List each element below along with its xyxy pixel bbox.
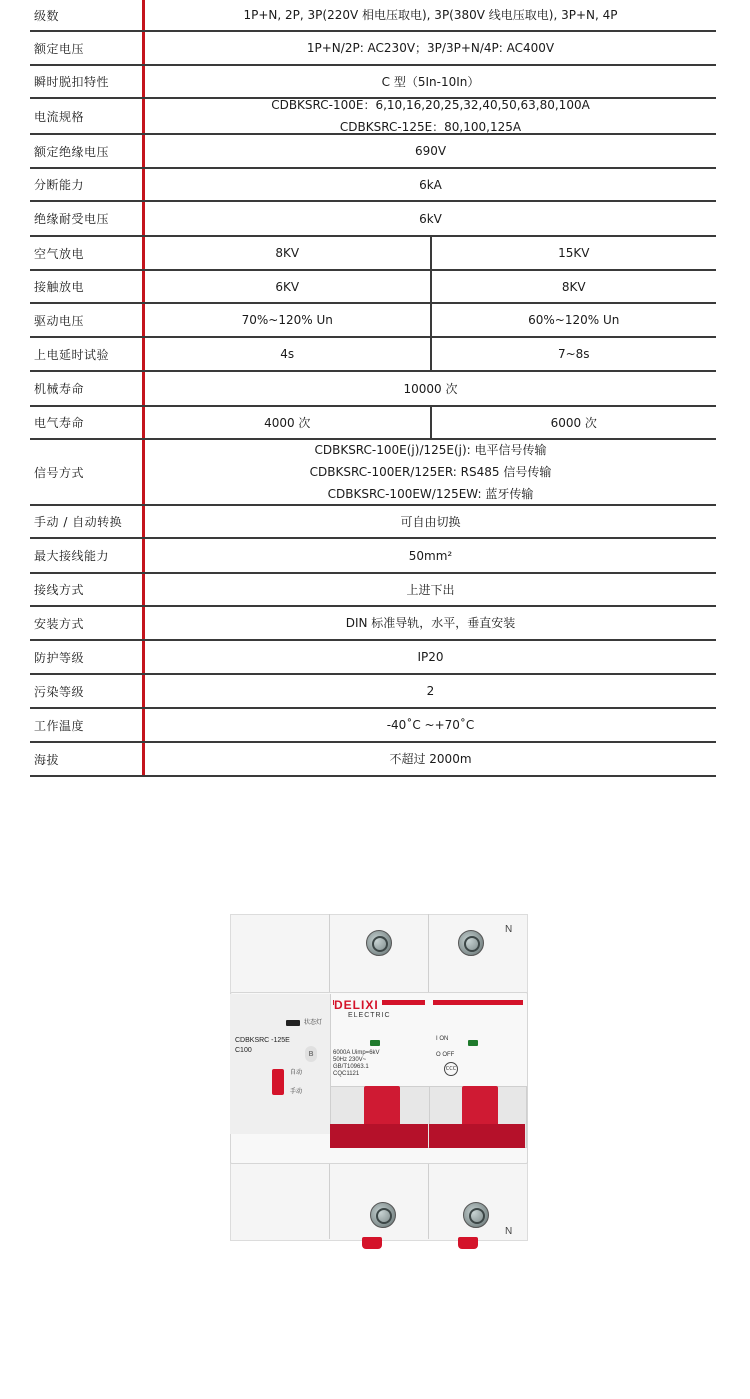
spec-label: 信号方式 (30, 440, 145, 504)
spec-label: 防护等级 (30, 641, 145, 673)
spec-values (145, 271, 716, 302)
spec-value: 8KV (275, 246, 300, 260)
spec-values (145, 0, 716, 30)
spec-values (145, 709, 716, 741)
spec-values (145, 743, 716, 775)
spec-row (30, 539, 716, 574)
spec-label: 驱动电压 (30, 304, 145, 336)
spec-value: IP20 (417, 650, 444, 664)
handle-bar (429, 1124, 525, 1148)
housing-divider (329, 914, 330, 994)
spec-values (145, 135, 716, 167)
product-photo (230, 914, 530, 1254)
spec-value: C 型（5In-10In） (381, 74, 480, 89)
spec-values (145, 99, 716, 133)
spec-value-line: CDBKSRC-100EW/125EW: 蓝牙传输 (327, 487, 534, 501)
spec-value: 6KV (275, 279, 300, 294)
spec-values (145, 32, 716, 64)
auto-manual-switch[interactable] (272, 1069, 284, 1095)
neutral-mark-bottom: N (505, 1226, 513, 1237)
spec-value: 上进下出 (406, 582, 455, 597)
spec-value: 10000 次 (403, 381, 458, 396)
spec-label: 最大接线能力 (30, 539, 145, 572)
neutral-mark-top: N (505, 924, 513, 935)
spec-row (30, 743, 716, 777)
spec-label: 污染等级 (30, 675, 145, 707)
spec-value: DIN 标准导轨，水平，垂直安装 (345, 616, 516, 630)
spec-value (145, 99, 716, 133)
spec-values (145, 372, 716, 405)
spec-row (30, 169, 716, 202)
handle-bar (330, 1124, 428, 1148)
spec-row (30, 304, 716, 338)
spec-row (30, 607, 716, 641)
spec-label: 上电延时试验 (30, 338, 145, 370)
lower-terminal-housing (230, 1159, 528, 1241)
spec-row (30, 440, 716, 506)
spec-value: 4s (280, 347, 295, 361)
brand-stripe (433, 1000, 523, 1005)
spec-label: 接触放电 (30, 271, 145, 302)
rating-line: 6000A Uimp=6kV (333, 1050, 380, 1056)
spec-value: 6kV (419, 211, 442, 226)
spec-row (30, 641, 716, 675)
spec-row (30, 271, 716, 304)
spec-label: 电气寿命 (30, 407, 145, 438)
spec-value: 8KV (430, 271, 717, 302)
spec-value: 7~8s (430, 338, 717, 370)
din-clip (362, 1237, 382, 1249)
auto-label: 自动 (290, 1070, 303, 1076)
spec-table (30, 0, 716, 777)
spec-label: 级数 (30, 0, 145, 30)
spec-row (30, 135, 716, 169)
spec-label: 空气放电 (30, 237, 145, 269)
spec-row (30, 0, 716, 32)
spec-row (30, 372, 716, 407)
spec-value: 1P+N/2P: AC230V；3P/3P+N/4P: AC400V (306, 41, 555, 55)
model-number: CDBKSRC -125E (235, 1037, 290, 1044)
spec-value: 1P+N, 2P, 3P(220V 相电压取电), 3P(380V 线电压取电), 3P+N, 4P (243, 8, 618, 22)
status-led-icon (286, 1020, 300, 1026)
spec-value: 15KV (430, 237, 717, 269)
spec-row (30, 202, 716, 237)
spec-value: 6kA (419, 177, 442, 192)
spec-label: 机械寿命 (30, 372, 145, 405)
spec-label: 接线方式 (30, 574, 145, 605)
spec-label: 工作温度 (30, 709, 145, 741)
brand-logo: DELIXI (334, 998, 382, 1012)
spec-value: 70%~120% Un (241, 313, 333, 327)
spec-row (30, 338, 716, 372)
spec-label: 额定电压 (30, 32, 145, 64)
spec-value-line: CDBKSRC-100E：6,10,16,20,25,32,40,50,63,80,100A (271, 98, 590, 112)
spec-values (145, 641, 716, 673)
spec-value: 60%~120% Un (430, 304, 717, 336)
rating-code: C100 (235, 1047, 252, 1054)
breaker-handle[interactable] (462, 1086, 498, 1128)
housing-divider (428, 1159, 429, 1239)
ccc-cert-icon: CCC (444, 1062, 458, 1076)
terminal-screw-icon (366, 930, 392, 956)
spec-value-line: CDBKSRC-100ER/125ER: RS485 信号传输 (309, 465, 552, 479)
spec-values (145, 338, 716, 370)
spec-value: 不超过 2000m (389, 752, 472, 766)
spec-row (30, 407, 716, 440)
spec-row (30, 709, 716, 743)
spec-label: 绝缘耐受电压 (30, 202, 145, 235)
spec-values (145, 607, 716, 639)
spec-value-line: CDBKSRC-125E：80,100,125A (339, 120, 522, 134)
rating-line: GB/T10963.1 (333, 1064, 369, 1070)
spec-value: 可自由切换 (400, 514, 461, 529)
spec-label: 瞬时脱扣特性 (30, 66, 145, 97)
spec-value: 6000 次 (430, 407, 717, 438)
spec-label: 电流规格 (30, 99, 145, 133)
spec-label: 手动 / 自动转换 (30, 506, 145, 537)
spec-row (30, 574, 716, 607)
breaker-handle[interactable] (364, 1086, 400, 1128)
spec-values (145, 506, 716, 537)
spec-values (145, 237, 716, 269)
terminal-screw-icon (458, 930, 484, 956)
spec-row (30, 675, 716, 709)
spec-values (145, 574, 716, 605)
spec-row (30, 99, 716, 135)
spec-values (145, 407, 716, 438)
spec-label: 分断能力 (30, 169, 145, 200)
spec-value: -40˚C ~+70˚C (386, 718, 475, 732)
brand-subtitle: ELECTRIC (348, 1012, 391, 1019)
terminal-screw-icon (463, 1202, 489, 1228)
din-clip (458, 1237, 478, 1249)
off-label: O OFF (436, 1052, 455, 1058)
indicator-window (468, 1040, 478, 1046)
spec-values (145, 202, 716, 235)
spec-values (145, 169, 716, 200)
spec-values (145, 66, 716, 97)
rating-text (333, 1050, 380, 1078)
spec-row (30, 32, 716, 66)
status-led-label: 状态灯 (304, 1020, 323, 1026)
housing-divider (329, 1159, 330, 1239)
spec-values (145, 675, 716, 707)
terminal-screw-icon (370, 1202, 396, 1228)
manual-label: 手动 (290, 1089, 303, 1095)
on-label: I ON (436, 1036, 449, 1042)
spec-row (30, 506, 716, 539)
control-module (230, 994, 331, 1134)
spec-value: 2 (426, 684, 435, 698)
spec-values (145, 539, 716, 572)
indicator-window (370, 1040, 380, 1046)
rating-line: CQC1121 (333, 1071, 360, 1077)
spec-value (145, 440, 716, 504)
rating-line: 50Hz 230V~ (333, 1057, 367, 1063)
spec-label: 海拔 (30, 743, 145, 775)
bluetooth-icon: ʙ (305, 1046, 317, 1062)
spec-value: 4000 次 (264, 415, 311, 430)
spec-label: 安装方式 (30, 607, 145, 639)
spec-value-line: CDBKSRC-100E(j)/125E(j): 电平信号传输 (314, 443, 547, 457)
spec-value: 690V (414, 144, 447, 158)
spec-value: 50mm² (408, 548, 453, 563)
spec-label: 额定绝缘电压 (30, 135, 145, 167)
spec-row (30, 237, 716, 271)
housing-divider (428, 914, 429, 994)
spec-values (145, 440, 716, 504)
spec-values (145, 304, 716, 336)
